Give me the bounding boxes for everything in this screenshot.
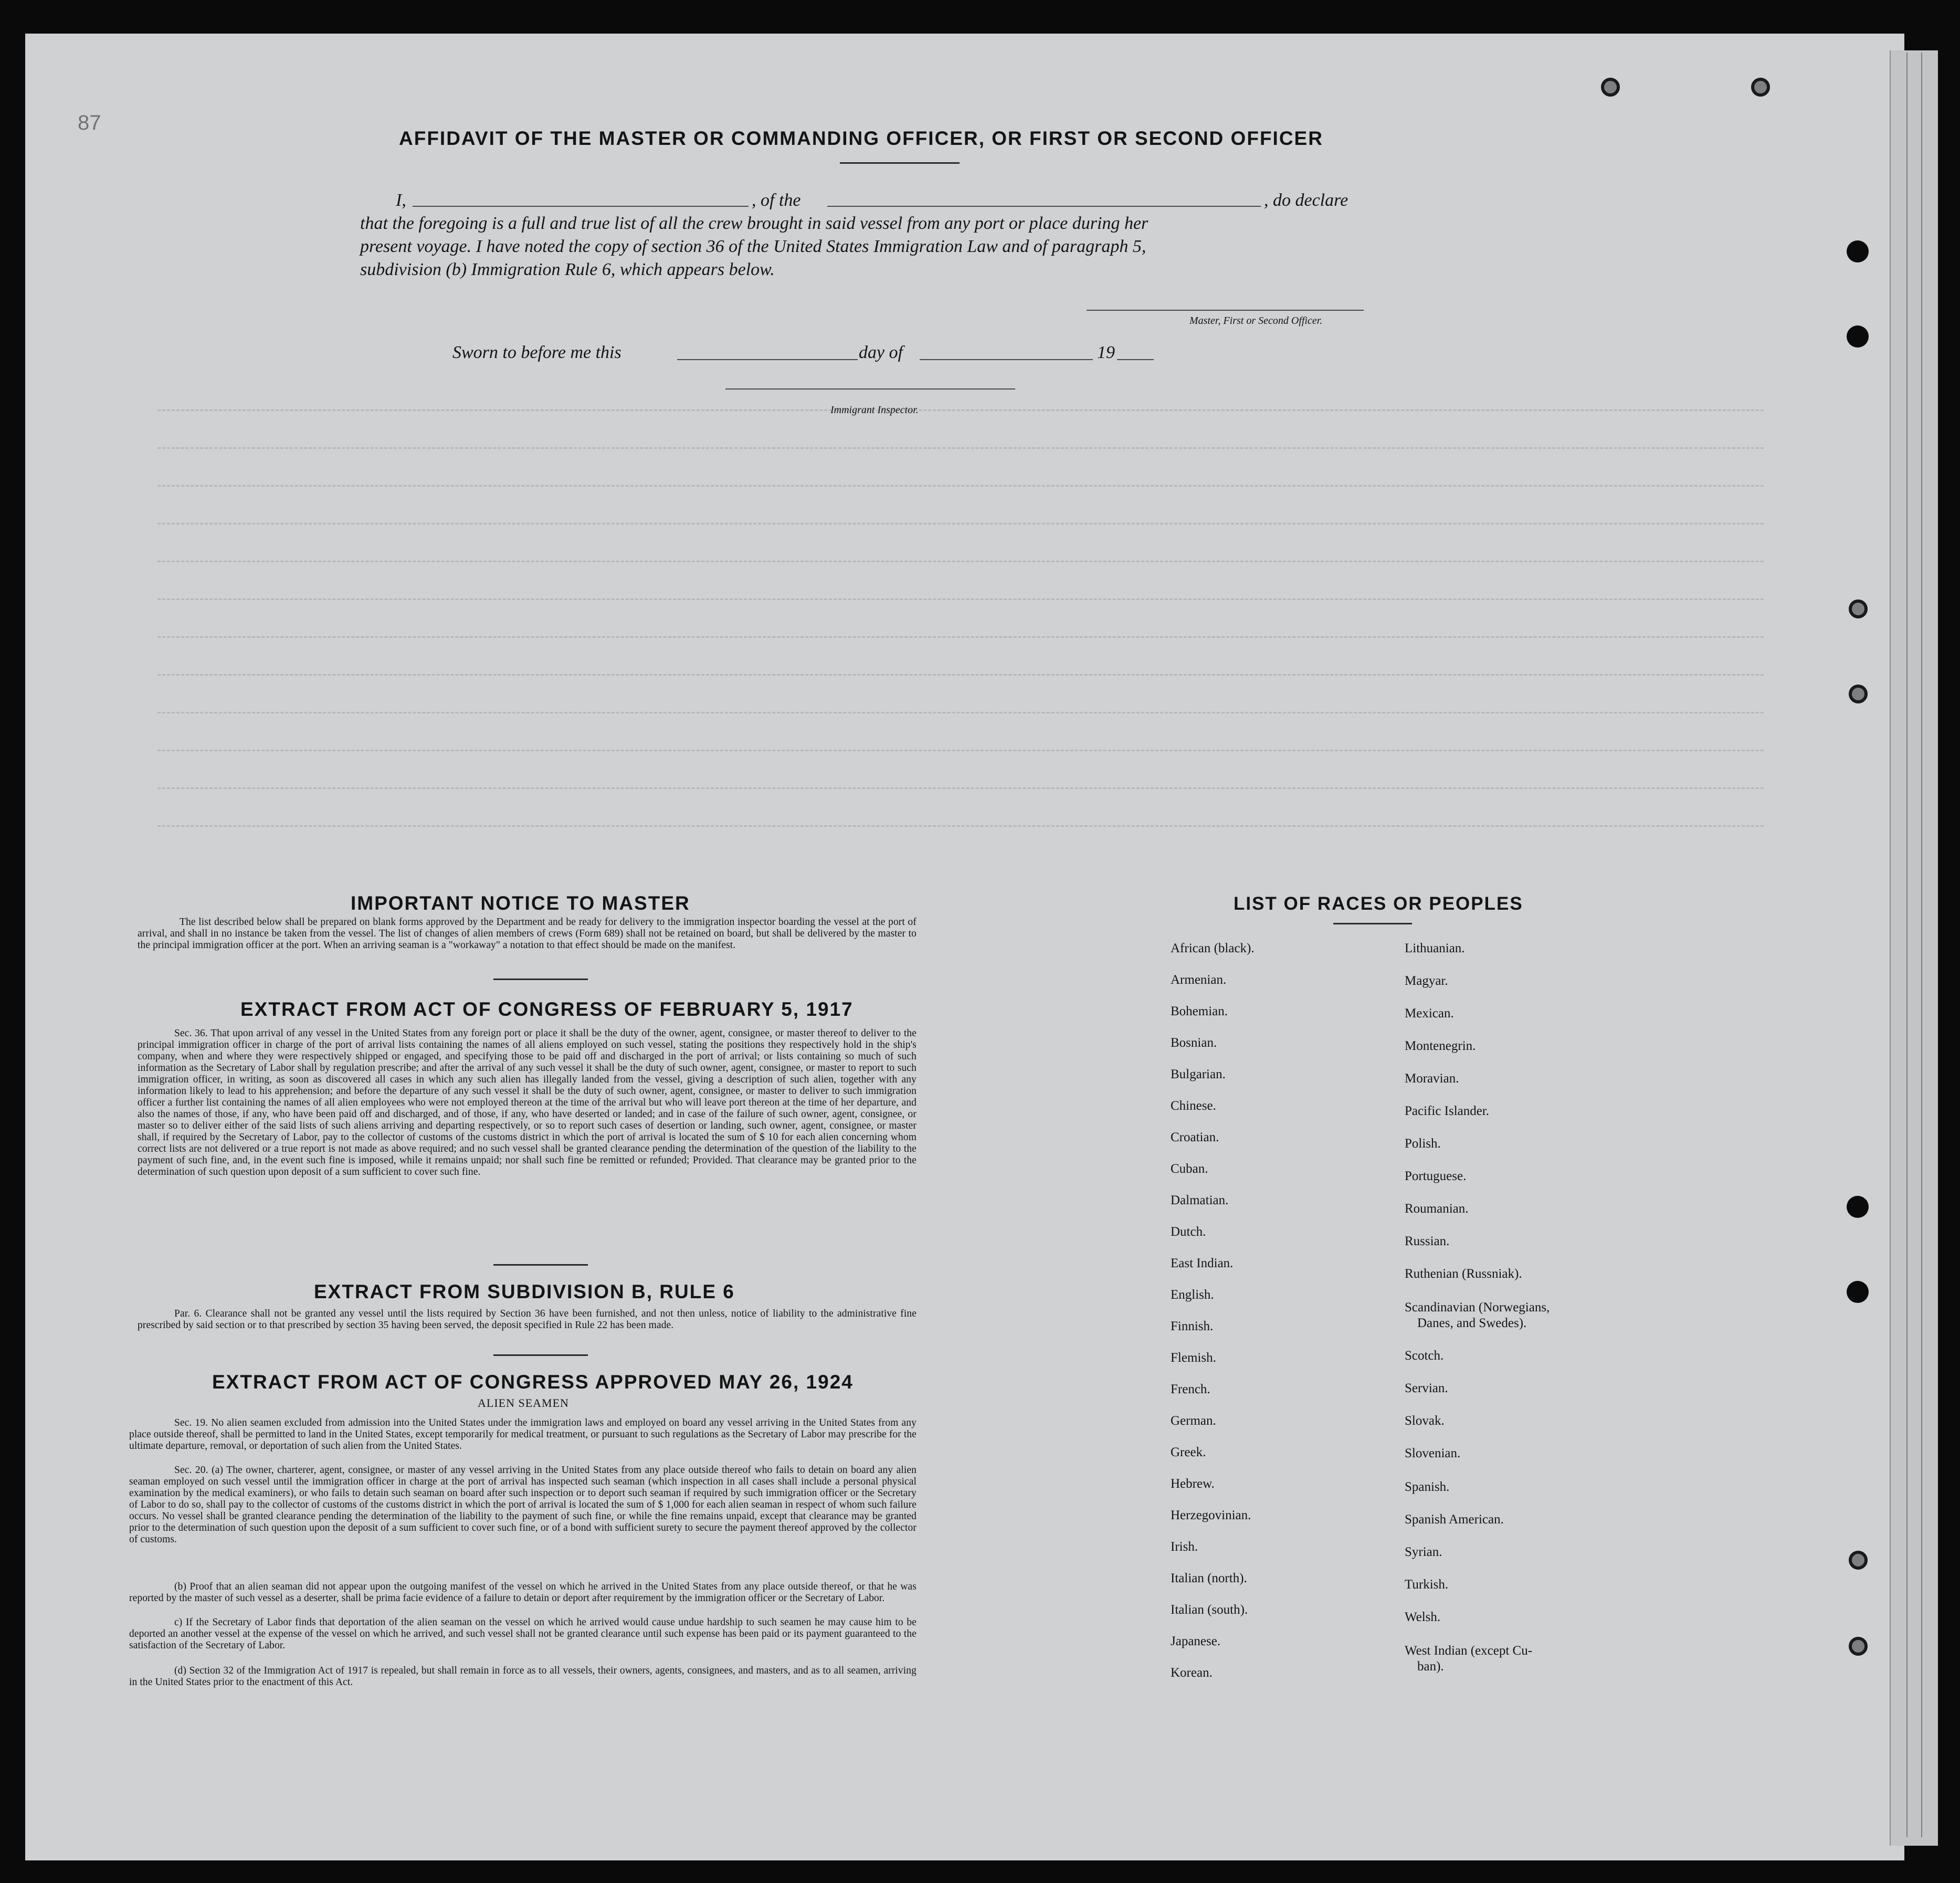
race-item: Portuguese.	[1405, 1169, 1467, 1183]
sworn-day-line	[677, 359, 858, 360]
punch-hole	[1847, 1281, 1869, 1303]
race-item: Magyar.	[1405, 974, 1448, 988]
punch-hole	[1847, 240, 1869, 262]
race-item: ban).	[1417, 1659, 1444, 1674]
punch-hole	[1849, 685, 1868, 703]
race-item: Slovak.	[1405, 1414, 1445, 1428]
race-item: Mexican.	[1405, 1006, 1454, 1021]
race-item: Spanish American.	[1405, 1512, 1504, 1527]
vessel-name-line	[827, 206, 1261, 207]
punch-hole	[1847, 325, 1869, 348]
bleed-through-row	[157, 750, 1764, 756]
bleed-through-row	[157, 636, 1764, 643]
bleed-through-row	[157, 485, 1764, 492]
extract-rule6-title: EXTRACT FROM SUBDIVISION B, RULE 6	[314, 1281, 735, 1302]
race-item: Russian.	[1405, 1234, 1450, 1248]
race-item: Korean.	[1171, 1666, 1213, 1680]
race-item: Slovenian.	[1405, 1446, 1461, 1460]
page-edge-line	[1906, 52, 1908, 1837]
section-divider	[493, 979, 588, 980]
race-item: Pacific Islander.	[1405, 1104, 1490, 1118]
race-item: Scotch.	[1405, 1349, 1444, 1363]
sec19-text: Sec. 19. No alien seamen excluded from admission into the United States under the immigration laws and employed on board any vessel arriving in the United States from any place outside thereof, shall be permitted to land in the United States, except temporarily for medical treatment, or pursuant to such regulations as the Secretary of Labor may prescribe for the ultimate departure, removal, or deportation of such alien from the United States.	[129, 1417, 916, 1451]
sec20a-text: Sec. 20. (a) The owner, charterer, agent, consignee, or master of any vessel arriving in the United States from any place outside thereof who fails to detain on board any alien seaman employed on such vessel until the immigration officer in charge at the port of arrival has inspected such seaman (which inspection in all cases shall include a personal physical examination by the medical examiners), or who fails to detain such seaman on board after such inspection or to deport such seaman if required by such immigration officer or the Secretary of Labor to do so, shall pay to the collector of customs of the customs district in which the port of arrival is located the sum of $ 1,000 for each alien seaman in respect of whom such failure occurs. No vessel shall be granted clearance pending the determination of the liability to the payment of such fine, or while the fine remains unpaid, except that clearance may be granted prior to the determination of such question upon the deposit of a sum sufficient to cover such fine, or of a bond with sufficient surety to secure the payment thereof approved by the collector of customs.	[129, 1465, 916, 1545]
sworn-month-line	[920, 359, 1093, 360]
race-item: Polish.	[1405, 1137, 1441, 1151]
race-item: Welsh.	[1405, 1610, 1441, 1624]
margin-page-number: 87	[78, 111, 101, 134]
sec20c-text: c) If the Secretary of Labor finds that deportation of the alien seaman on the vessel on which he arrived would cause undue hardship to such seamen he may cause him to be deported an another vessel at the expense of the vessel on which he arrived, and such vessel shall not be granted clearance until such expense has been paid or its payment guaranteed to the satisfaction of the Secretary of Labor.	[129, 1617, 916, 1651]
race-item: Irish.	[1171, 1540, 1198, 1554]
race-item: Lithuanian.	[1405, 941, 1465, 955]
affidavit-do-declare: , do declare	[1264, 191, 1348, 210]
race-item: African (black).	[1171, 941, 1255, 955]
bleed-through-row	[157, 787, 1764, 794]
sec20b-text: (b) Proof that an alien seaman did not appear upon the outgoing manifest of the vessel on which he arrived in the United States from any place outside thereof, or that he was reported by the master of such vessel as a deserter, shall be prima facie evidence of a failure to detain or deport after requirement by the immigration officer or the Secretary of Labor.	[129, 1581, 916, 1604]
punch-hole	[1751, 78, 1770, 97]
page-edge-line	[1921, 52, 1922, 1837]
section-divider	[493, 1264, 588, 1266]
race-item: Danes, and Swedes).	[1417, 1316, 1527, 1330]
extract-rule6-text: Par. 6. Clearance shall not be granted any vessel until the lists required by Section 36 have been furnished, and not then unless, notice of liability to the administrative fine prescribed by said section or to that prescribed by section 35 having been served, the deposit specified in Rule 22 has been made.	[138, 1308, 916, 1331]
alien-seamen-subtitle: ALIEN SEAMEN	[478, 1396, 569, 1409]
race-item: Croatian.	[1171, 1130, 1219, 1144]
affidavit-of-the-label: , of the	[752, 191, 801, 210]
race-item: Herzegovinian.	[1171, 1508, 1251, 1522]
bleed-through-row	[157, 561, 1764, 567]
punch-hole	[1849, 1551, 1868, 1570]
bleed-through-row	[157, 409, 1764, 416]
title-underline	[840, 162, 960, 164]
affidavit-i-label: I,	[396, 191, 406, 210]
race-item: Montenegrin.	[1405, 1039, 1476, 1053]
race-item: Chinese.	[1171, 1099, 1216, 1113]
race-item: Moravian.	[1405, 1071, 1459, 1086]
race-item: Bohemian.	[1171, 1004, 1228, 1018]
punch-hole	[1847, 1196, 1869, 1218]
notice-text: The list described below shall be prepared on blank forms approved by the Department and be ready for delivery to the immigration inspector boarding the vessel at the port of arrival, and shall in no instance be taken from the vessel. The list of changes of alien members of crews (Form 689) shall not be retained on board, but shall be delivered by the master to the principal immigration officer at the port. When an arriving seaman is a "workaway" a notation to that effect should be made on the manifest.	[138, 917, 916, 951]
master-signature-line	[1087, 310, 1364, 311]
notice-title: IMPORTANT NOTICE TO MASTER	[351, 892, 690, 914]
bleed-through-row	[157, 712, 1764, 719]
affidavit-line-3: present voyage. I have noted the copy of section 36 of the United States Immigration Law and of paragraph 5,	[360, 237, 1146, 256]
punch-hole	[1601, 78, 1620, 97]
race-item: East Indian.	[1171, 1256, 1234, 1270]
affidavit-line-2: that the foregoing is a full and true list of all the crew brought in said vessel from any port or place during her	[360, 214, 1148, 233]
sworn-label: Sworn to before me this	[452, 343, 621, 362]
bleed-through-row	[157, 523, 1764, 530]
race-item: Spanish.	[1405, 1480, 1450, 1494]
race-item: English.	[1171, 1288, 1214, 1302]
master-signature-label: Master, First or Second Officer.	[1189, 315, 1323, 327]
race-item: Italian (south).	[1171, 1603, 1248, 1617]
punch-hole	[1849, 1637, 1868, 1656]
extract-1917-text: Sec. 36. That upon arrival of any vessel in the United States from any foreign port or place it shall be the duty of the owner, agent, consignee, or master thereof to deliver to the principal immigration officer in charge of the port of arrival lists containing the names of all aliens employed on such vessel, stating the positions they respectively hold in the ship's company, when and where they were respectively shipped or engaged, and specifying those to be paid off and discharged in the port of arrival; or lists containing so much of such information as the Secretary of Labor shall by regulation prescribe; and after the arrival of any such vessel it shall be the duty of such owner, agent, consignee, or master to report to such immigration officer, in writing, as soon as discovered all cases in which any such alien has illegally landed from the vessel, giving a description of such alien, together with any information likely to lead to his apprehension; and before the departure of any such vessel it shall be the duty of such owner, agent, consignee, or master to deliver to such immigration officer a further list containing the names of all alien employees who were not employed thereon at the time of the arrival but who will leave port thereon at the time of her departure, and also the names of those, if any, who have been paid off and discharged, and of those, if any, who have deserted or landed; and in case of the failure of such owner, agent, consignee, or master so to deliver either of the said lists of such aliens arriving and departing respectively, or so to report such cases of desertion or landing, such owner, agent, consignee, or master shall, if required by the Secretary of Labor, pay to the collector of customs of the customs district in which the port of arrival is located the sum of $ 10 for each alien concerning whom correct lists are not delivered or a true report is not made as above required; and no such vessel shall be granted clearance pending the determination of the question of the liability to the payment of such fine, and, in the event such fine is imposed, while it remains unpaid; nor shall such fine be remitted or refunded; Provided. That clearance may be granted prior to the determination of such question upon deposit of a sum sufficient to cover such fine.	[138, 1028, 916, 1177]
underlying-page-edge	[1890, 50, 1938, 1846]
race-item: Italian (north).	[1171, 1571, 1247, 1585]
sworn-year-line	[1117, 359, 1154, 360]
section-divider	[493, 1354, 588, 1356]
punch-hole	[1849, 599, 1868, 618]
bleed-through-row	[157, 674, 1764, 681]
race-item: French.	[1171, 1382, 1210, 1396]
extract-1917-title: EXTRACT FROM ACT OF CONGRESS OF FEBRUARY 5, 1917	[240, 998, 853, 1020]
race-item: Ruthenian (Russniak).	[1405, 1267, 1522, 1281]
race-item: Finnish.	[1171, 1319, 1214, 1333]
race-item: Hebrew.	[1171, 1477, 1215, 1491]
races-title: LIST OF RACES OR PEOPLES	[1234, 893, 1523, 914]
race-item: Japanese.	[1171, 1634, 1221, 1648]
race-item: German.	[1171, 1414, 1216, 1428]
affidavit-title: AFFIDAVIT OF THE MASTER OR COMMANDING OFFICER, OR FIRST OR SECOND OFFICER	[399, 128, 1323, 149]
race-item: Cuban.	[1171, 1162, 1208, 1176]
race-item: Armenian.	[1171, 973, 1227, 987]
inspector-label: Immigrant Inspector.	[830, 404, 919, 416]
bleed-through-row	[157, 825, 1764, 832]
race-item: West Indian (except Cu-	[1405, 1644, 1533, 1658]
bleed-through-row	[157, 598, 1764, 605]
race-item: Flemish.	[1171, 1351, 1216, 1365]
race-item: Dutch.	[1171, 1225, 1206, 1239]
year-prefix: 19	[1097, 343, 1115, 362]
sec20d-text: (d) Section 32 of the Immigration Act of 1917 is repealed, but shall remain in force as to all vessels, their owners, agents, consignees, and masters, and as to all seamen, arriving in the United States prior to the enactment of this Act.	[129, 1665, 916, 1688]
day-of-label: day of	[859, 343, 903, 362]
race-item: Turkish.	[1405, 1577, 1449, 1592]
races-title-underline	[1333, 923, 1412, 924]
affidavit-line-4: subdivision (b) Immigration Rule 6, which appears below.	[360, 260, 775, 279]
officer-name-line	[413, 206, 749, 207]
race-item: Roumanian.	[1405, 1202, 1469, 1216]
bleed-through-row	[157, 447, 1764, 454]
race-item: Syrian.	[1405, 1545, 1442, 1559]
race-item: Scandinavian (Norwegians,	[1405, 1300, 1550, 1314]
race-item: Dalmatian.	[1171, 1193, 1229, 1207]
race-item: Greek.	[1171, 1445, 1206, 1459]
race-item: Servian.	[1405, 1381, 1448, 1395]
race-item: Bosnian.	[1171, 1036, 1217, 1050]
extract-1924-title: EXTRACT FROM ACT OF CONGRESS APPROVED MAY 26, 1924	[212, 1371, 853, 1393]
inspector-signature-line	[725, 388, 1015, 390]
race-item: Bulgarian.	[1171, 1067, 1226, 1081]
